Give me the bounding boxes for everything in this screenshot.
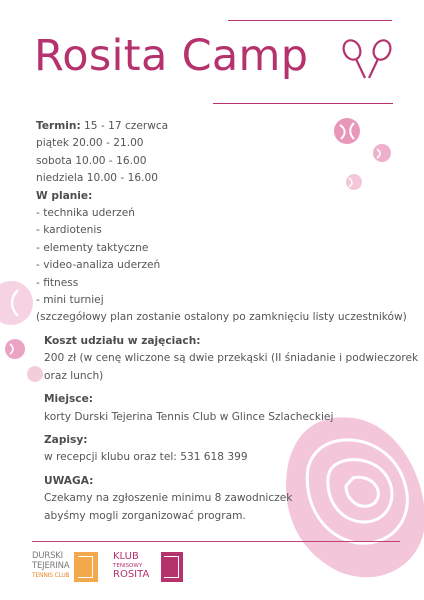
plan-item: - fitness — [36, 276, 79, 289]
flyer-content — [36, 118, 419, 525]
place-value: korty Durski Tejerina Tennis Club w Glince Szlacheckiej — [44, 410, 334, 423]
place-heading: Miejsce: — [44, 393, 93, 406]
court-logo-icon — [161, 552, 183, 582]
plan-item: - video-analiza uderzeń — [36, 259, 161, 272]
schedule-day: niedziela 10.00 - 16.00 — [36, 172, 158, 185]
court-logo-icon — [74, 552, 98, 582]
plan-item: - mini turniej — [36, 294, 104, 307]
termin-label: Termin: — [36, 120, 81, 132]
tennis-ball-icon — [4, 338, 26, 360]
signup-value: w recepcji klubu oraz tel: 531 618 399 — [44, 451, 248, 464]
page-title: Rosita Camp — [34, 31, 309, 81]
tennis-rackets-icon — [338, 38, 396, 82]
notice-heading: UWAGA: — [44, 474, 94, 487]
title-underline — [213, 103, 393, 104]
plan-item: - kardiotenis — [36, 224, 102, 237]
notice-line: Czekamy na zgłoszenie minimu 8 zawodniczek — [44, 492, 293, 505]
cost-line: oraz lunch) — [44, 369, 104, 382]
footer-divider — [32, 541, 400, 542]
termin-line — [36, 118, 401, 135]
notice-line: abyśmy mogli zorganizować program. — [44, 509, 246, 522]
schedule-day: piątek 20.00 - 21.00 — [36, 137, 144, 150]
klub-rosita-logo: KLUB TENISOWY ROSITA — [113, 550, 193, 590]
signup-heading: Zapisy: — [44, 433, 88, 446]
plan-item: - technika uderzeń — [36, 207, 135, 220]
cost-line: 200 zł (w cenę wliczone są dwie przekąski (II śniadanie i podwieczorek — [44, 352, 419, 365]
plan-note: (szczegółowy plan zostanie ostalony po zamknięciu listy uczestników) — [36, 311, 407, 324]
plan-item: - elementy taktyczne — [36, 241, 149, 254]
tennis-ball-icon — [0, 280, 34, 326]
cost-heading: Koszt udziału w zajęciach: — [44, 334, 201, 347]
schedule-day: sobota 10.00 - 16.00 — [36, 154, 147, 167]
plan-heading: W planie: — [36, 189, 93, 202]
termin-value: 15 - 17 czerwca — [80, 120, 169, 132]
durski-tejerina-logo: DURSKI TEJERINA TENNIS CLUB — [32, 550, 98, 586]
top-divider — [228, 20, 392, 21]
